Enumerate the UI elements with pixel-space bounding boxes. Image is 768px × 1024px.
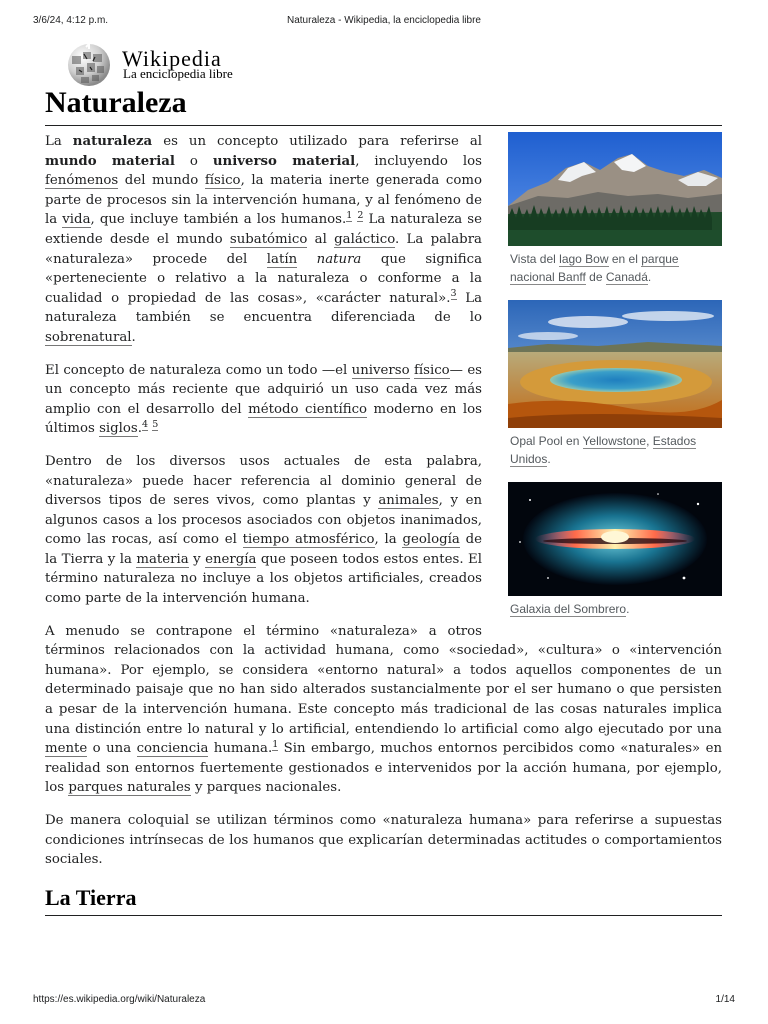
link-fisico[interactable]: físico [204,173,241,189]
print-url: https://es.wikipedia.org/wiki/Naturaleza [33,994,206,1005]
print-date: 3/6/24, 4:12 p.m. [33,15,109,26]
figure-opal-pool [508,300,724,468]
figure-caption: Vista del lago Bow en el parque nacional Banff de Canadá. [510,252,679,284]
link-galactico[interactable]: galáctico [334,231,396,247]
paragraph-intro: La naturaleza es un concepto utilizado para referirse al mundo material o universo material, incluyendo los fenómenos del mundo físico, la materia inerte generada como parte de procesos sin la intervención humana, y al fenómeno de la vida, que incluye también a los humanos.$^1$ $^2$ La naturaleza se extiende desde el mundo subatómico al galáctico. La palabra «naturaleza» procede del latín natura que significa «perteneciente o relativo a la naturaleza o conforme a la cualidad o propiedad de las cosas», «carácter natural».$^3$ La naturaleza también se encuentra diferenciada de lo sobrenatural. [45,134,483,345]
link-vida[interactable]: vida [62,212,91,228]
wikipedia-tagline: La enciclopedia libre [123,66,233,81]
link-materia[interactable]: materia [136,551,189,567]
link-animales[interactable]: animales [378,493,439,509]
lake-bow-image[interactable] [508,132,722,246]
reference-link[interactable]: 1 [272,738,279,750]
figure-column [508,132,724,632]
reference-link[interactable]: 2 [357,209,364,221]
link-metodo-cientifico[interactable]: método científico [248,401,368,417]
paragraph-uses: Dentro de los diversos usos actuales de esta palabra, «naturaleza» puede hacer referencia al dominio general de diversos tipos de seres vivos, como plantas y animales, y en algunos casos a los procesos asociados con objetos inanimados, como las rocas, así como el tiempo atmosférico, la geología de la Tierra y la materia y energía que poseen todos estos entes. El término naturaleza no incluye a los objetos artificiales, creados como parte de la intervención humana. [45,453,483,607]
link-siglos[interactable]: siglos [99,421,138,437]
link-fenomenos[interactable]: fenómenos [45,173,119,189]
link-universo[interactable]: universo [351,362,410,378]
link-canada[interactable]: Canadá [605,270,648,284]
link-tiempo-atmosferico[interactable]: tiempo atmosférico [242,532,375,548]
link-geologia[interactable]: geología [402,532,460,548]
reference-link[interactable]: 5 [152,418,159,430]
paragraph-colloquial: De manera coloquial se utilizan términos como «naturaleza humana» para referirse a supuestas condiciones intrínsecas de los humanos que explicarían determinadas actitudes o comportamientos sociales. [45,813,722,868]
sombrero-galaxy-image[interactable] [508,482,722,596]
link-parques-naturales[interactable]: parques naturales [68,780,191,796]
print-page-number: 1/14 [715,994,735,1005]
link-energia[interactable]: energía [205,551,257,567]
wikipedia-wordmark: Wikipedia [122,46,222,71]
print-header [33,15,735,31]
italic-term: natura [316,251,362,267]
opal-pool-image[interactable] [508,300,722,428]
link-latin[interactable]: latín [266,251,298,267]
link-mente[interactable]: mente [45,741,88,757]
figure-caption: Galaxia del Sombrero. [510,602,630,616]
reference-link[interactable]: 3 [450,288,457,300]
link-fisico[interactable]: físico [413,362,450,378]
reference-link[interactable]: 1 [346,209,353,221]
link-conciencia[interactable]: conciencia [136,741,209,757]
bold-term: mundo material [45,153,175,169]
link-estados-unidos[interactable]: Estados Unidos [510,434,697,466]
link-lago-bow[interactable]: lago Bow [559,252,609,266]
paragraph-contrast: A menudo se contrapone el término «naturaleza» a otros términos relacionados con la actividad humana, como «sociedad», «cultura» o «intervención humana». Por ejemplo, se considera «entorno natural» a todos aquellos componentes de un determinado paisaje que no han sido alterados sustancialmente por el ser humano o que persisten a pesar de la intervención humana. Este concepto más tradicional de las cosas naturales implica una distinción entre lo natural y lo artificial, entendiendo lo artificial como algo ejecutado por una mente o una conciencia humana.$^1$ Sin embargo, muchos entornos percibidos como «naturales» en realidad son entornos fuertemente gestionados e intervenidos por la acción humana, por ejemplo, los parques naturales y parques nacionales. [45,623,723,796]
section-heading-la-tierra: La Tierra [45,883,722,916]
article-content [45,132,722,916]
print-footer [33,994,735,1008]
figure-lake-bow [508,132,724,286]
paragraph-universe: El concepto de naturaleza como un todo —el universo físico— es un concepto más reciente que adquirió un uso cada vez más amplio con el desarrollo del método científico moderno en los últimos siglos.$^4$ $^5$ [45,362,483,437]
bold-term: naturaleza [72,134,153,149]
wikipedia-globe-icon [64,42,114,88]
bold-term: universo material [212,153,356,169]
print-page-title: Naturaleza - Wikipedia, la enciclopedia libre [287,15,481,26]
link-yellowstone[interactable]: Yellowstone [582,434,647,448]
figure-sombrero-galaxy [508,482,724,618]
link-galaxia-sombrero[interactable]: Galaxia del Sombrero [510,602,627,616]
reference-link[interactable]: 4 [141,418,149,430]
article-title: Naturaleza [45,84,722,126]
link-sobrenatural[interactable]: sobrenatural [45,329,132,345]
figure-caption: Opal Pool en Yellowstone, Estados Unidos. [510,434,697,466]
link-subatomico[interactable]: subatómico [229,231,308,247]
link-parque-banff[interactable]: parque nacional Banff [510,252,679,284]
